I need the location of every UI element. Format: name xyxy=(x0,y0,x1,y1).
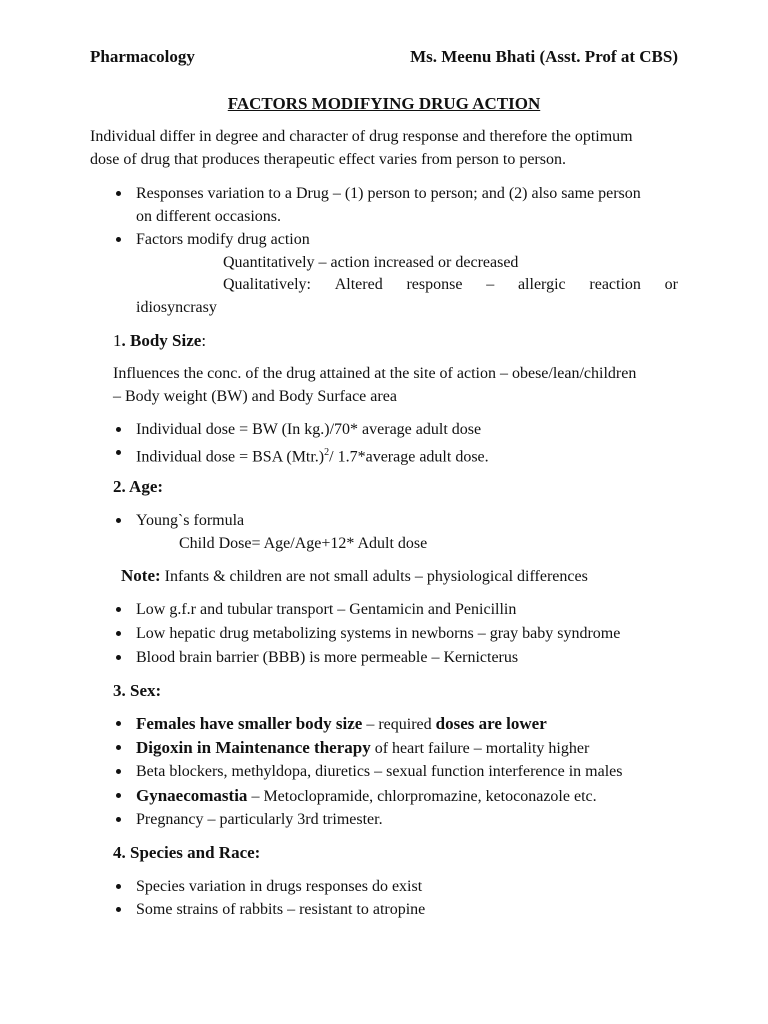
plain-text: – required xyxy=(362,716,436,733)
body-size-desc-line-2: – Body weight (BW) and Body Surface area xyxy=(113,388,397,405)
qualitative-continuation: idiosyncrasy xyxy=(136,299,217,316)
section-colon: : xyxy=(201,331,207,350)
qualitative-line xyxy=(223,275,678,295)
bullet-icon xyxy=(116,607,121,612)
bold-text: doses are lower xyxy=(435,714,547,733)
qual-word: or xyxy=(664,276,678,293)
sex-bullet-gynaecomastia xyxy=(136,786,597,807)
section-title: . Body Size xyxy=(121,331,202,350)
bsa-text-end: / 1.7*average adult dose. xyxy=(329,448,489,466)
species-bullet-1: Species variation in drugs responses do exist xyxy=(136,878,423,895)
body-size-bullet-1: Individual dose = BW (In kg.)/70* average adult dose xyxy=(136,421,482,438)
age-bullet-gfr: Low g.f.r and tubular transport – Gentamicin and Penicillin xyxy=(136,601,517,618)
header-author: Ms. Meenu Bhati (Asst. Prof at CBS) xyxy=(410,47,678,66)
bullet-icon xyxy=(116,745,121,750)
plain-text: – Metoclopramide, chlorpromazine, ketoconazole etc. xyxy=(247,788,597,805)
qual-word: response xyxy=(406,276,463,293)
young-formula: Child Dose= Age/Age+12* Adult dose xyxy=(179,535,428,552)
section-number: 1 xyxy=(113,331,122,350)
bold-text: Females have smaller body size xyxy=(136,714,363,733)
bold-text: Digoxin in Maintenance therapy xyxy=(136,738,371,757)
bsa-text: Individual dose = BSA (Mtr.) xyxy=(136,448,325,466)
bullet-icon xyxy=(116,655,121,660)
document-title: FACTORS MODIFYING DRUG ACTION xyxy=(227,94,541,113)
section-heading-body-size xyxy=(113,331,206,351)
qual-word: Altered xyxy=(334,276,383,293)
section-heading-species: 4. Species and Race: xyxy=(113,843,261,862)
bold-text: Gynaecomastia xyxy=(136,786,248,805)
sex-bullet-beta-blockers: Beta blockers, methyldopa, diuretics – sexual function interference in males xyxy=(136,763,623,780)
section-heading-sex: 3. Sex: xyxy=(113,681,162,700)
overview-bullet-1-line-1: Responses variation to a Drug – (1) person to person; and (2) also same person xyxy=(136,185,641,202)
overview-bullet-1-line-2: on different occasions. xyxy=(136,208,281,225)
qual-word: allergic xyxy=(517,276,566,293)
age-bullet-hepatic: Low hepatic drug metabolizing systems in newborns – gray baby syndrome xyxy=(136,625,621,642)
note-text: Infants & children are not small adults – physiological differences xyxy=(160,568,588,585)
quantitative-line: Quantitatively – action increased or decreased xyxy=(223,254,519,271)
sex-bullet-pregnancy: Pregnancy – particularly 3rd trimester. xyxy=(136,811,383,828)
bullet-icon xyxy=(116,191,121,196)
qual-word: – xyxy=(486,276,495,293)
age-bullet-young: Young`s formula xyxy=(136,512,245,529)
body-size-bullet-2 xyxy=(136,443,489,467)
note-label: Note: xyxy=(121,566,161,585)
species-bullet-2: Some strains of rabbits – resistant to atropine xyxy=(136,901,426,918)
age-bullet-bbb: Blood brain barrier (BBB) is more permeable – Kernicterus xyxy=(136,649,519,666)
plain-text: of heart failure – mortality higher xyxy=(370,740,590,757)
header-subject: Pharmacology xyxy=(90,47,195,66)
intro-line-2: dose of drug that produces therapeutic effect varies from person to person. xyxy=(90,151,566,168)
bullet-icon xyxy=(116,817,121,822)
bullet-icon xyxy=(116,631,121,636)
bullet-icon xyxy=(116,769,121,774)
sex-bullet-females xyxy=(136,714,547,735)
overview-bullet-2: Factors modify drug action xyxy=(136,231,310,248)
bullet-icon xyxy=(116,237,121,242)
bullet-icon xyxy=(116,884,121,889)
body-size-desc-line-1: Influences the conc. of the drug attained at the site of action – obese/lean/children xyxy=(113,365,637,382)
qual-word: reaction xyxy=(589,276,641,293)
bullet-icon xyxy=(116,793,121,798)
bullet-icon xyxy=(116,907,121,912)
bullet-icon xyxy=(116,427,121,432)
bullet-icon xyxy=(116,450,121,455)
bullet-icon xyxy=(116,721,121,726)
sex-bullet-digoxin xyxy=(136,738,589,759)
bsa-superscript: 2 xyxy=(324,447,330,458)
bullet-icon xyxy=(116,518,121,523)
intro-line-1: Individual differ in degree and character of drug response and therefore the optimum xyxy=(90,128,633,145)
age-note xyxy=(121,566,588,587)
section-heading-age: 2. Age: xyxy=(113,477,164,496)
qual-word: Qualitatively: xyxy=(223,276,311,293)
